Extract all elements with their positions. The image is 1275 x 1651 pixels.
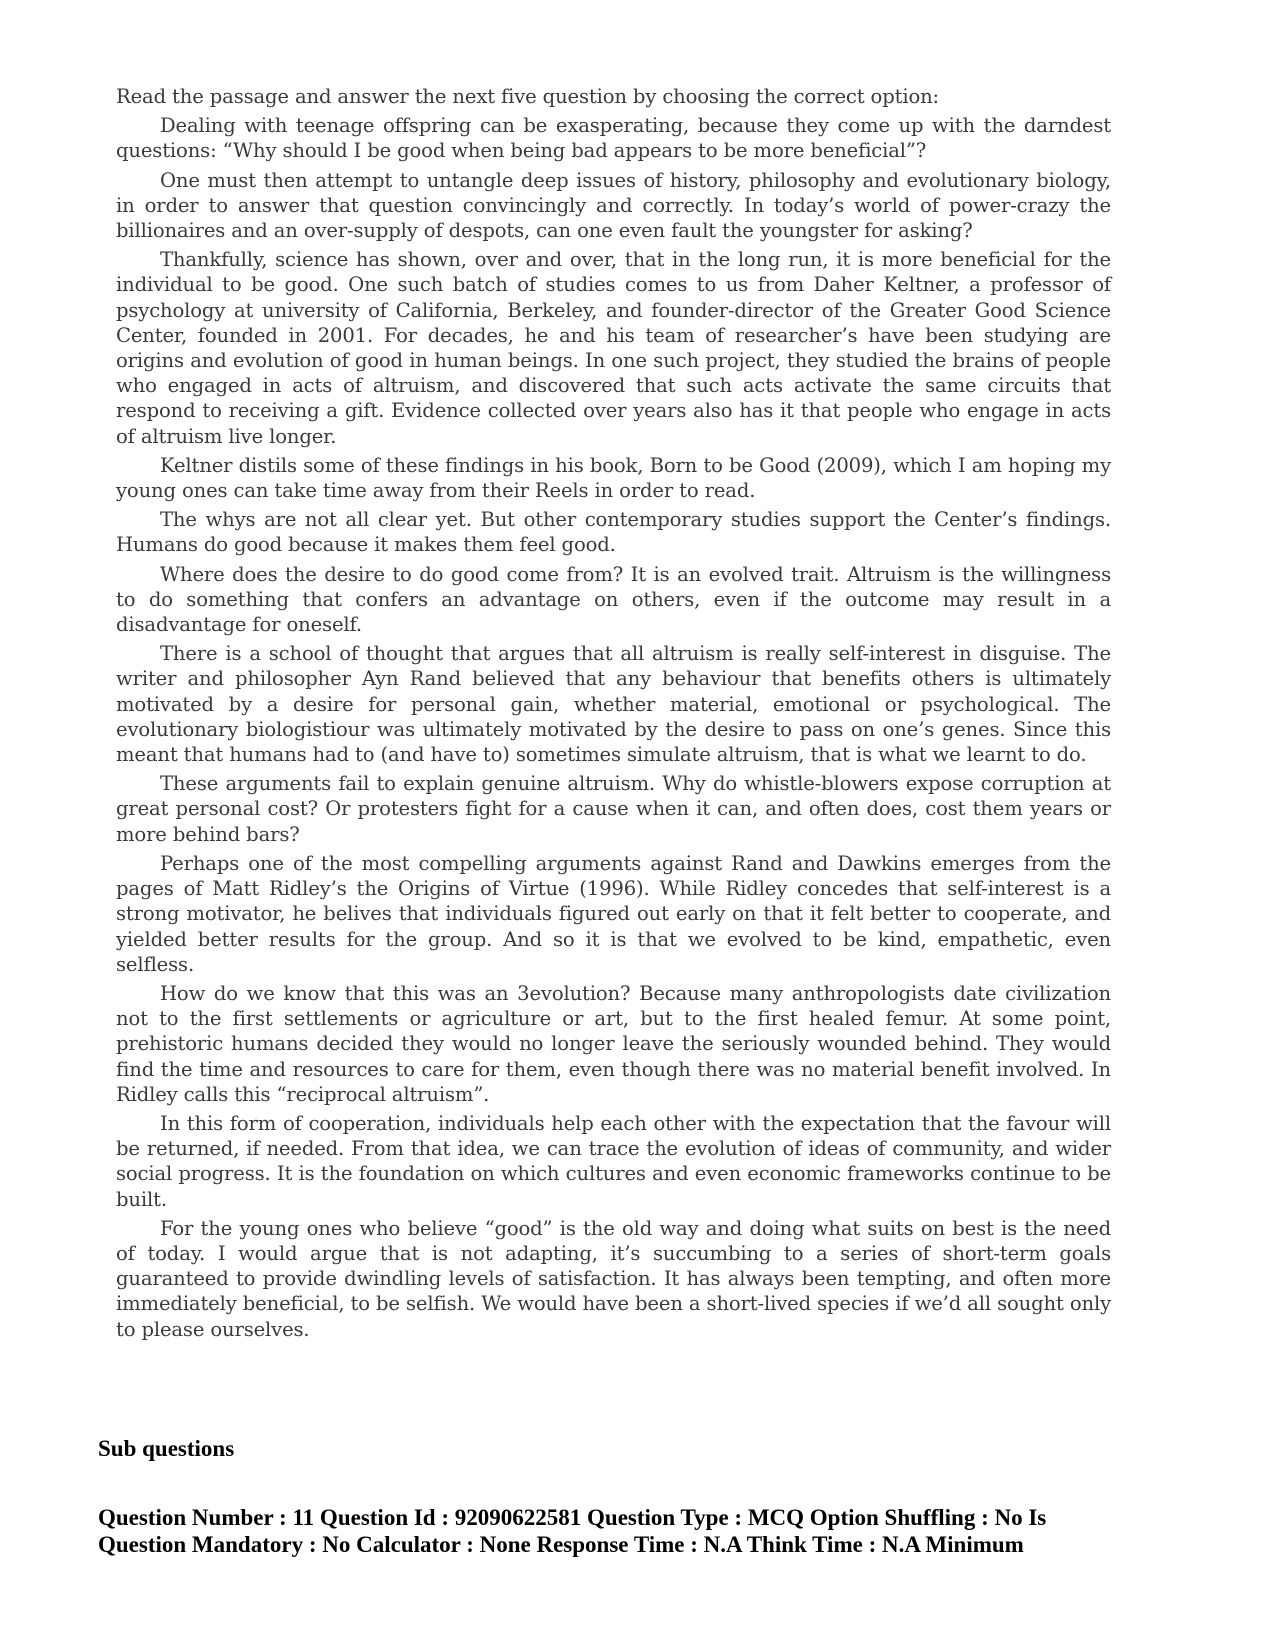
- passage-paragraph: In this form of cooperation, individuals help each other with the expectation that the favour will be returned, if needed. From that idea, we can trace the evolution of ideas of community, and wider social progress. It is the foundation on which cultures and even economic frameworks continue to be built.: [116, 1111, 1111, 1211]
- passage-paragraph: The whys are not all clear yet. But other contemporary studies support the Center’s findings. Humans do good because it makes them feel good.: [116, 508, 1111, 557]
- question-metadata: Question Number : 11 Question Id : 92090622581 Question Type : MCQ Option Shuffling : No Is Question Mandatory : No Calculator : None Response Time : N.A Think Time : N.A Minimum: [98, 1505, 1047, 1557]
- passage-paragraph: Perhaps one of the most compelling arguments against Rand and Dawkins emerges from the pages of Matt Ridley’s the Origins of Virtue (1996). While Ridley concedes that self-interest is a strong motivator, he belives that individuals figured out early on that it felt better to cooperate, and yielded better results for the group. And so it is that we evolved to be kind, empathetic, even selfless.: [116, 851, 1111, 976]
- passage-paragraph: One must then attempt to untangle deep issues of history, philosophy and evolutionary biology, in order to answer that question convincingly and correctly. In today’s world of power-crazy the billionaires and an over-supply of despots, can one even fault the youngster for asking?: [116, 168, 1111, 243]
- passage-paragraph: There is a school of thought that argues that all altruism is really self-interest in disguise. The writer and philosopher Ayn Rand believed that any behaviour that benefits others is ultimately motivated by a desire for personal gain, whether material, emotional or psychological. The evolutionary biologistiour was ultimately motivated by the desire to pass on one’s genes. Since this meant that humans had to (and have to) sometimes simulate altruism, that is what we learnt to do.: [116, 642, 1111, 767]
- passage-paragraph: How do we know that this was an 3evolution? Because many anthropologists date civilization not to the first settlements or agriculture or art, but to the first healed femur. At some point, prehistoric humans decided they would no longer leave the seriously wounded behind. They would find the time and resources to care for them, even though there was no material benefit involved. In Ridley calls this “reciprocal altruism”.: [116, 981, 1111, 1106]
- passage-paragraph: Keltner distils some of these findings in his book, Born to be Good (2009), which I am hoping my young ones can take time away from their Reels in order to read.: [116, 453, 1111, 503]
- passage-paragraph: Dealing with teenage offspring can be exasperating, because they come up with the darndest questions: “Why should I be good when being bad appears to be more beneficial”?: [116, 114, 1111, 163]
- passage-instruction: Read the passage and answer the next five question by choosing the correct option:: [116, 85, 940, 108]
- passage-paragraph: These arguments fail to explain genuine altruism. Why do whistle-blowers expose corruption at great personal cost? Or protesters fight for a cause when it can, and often does, cost them years or more behind bars?: [116, 772, 1111, 846]
- passage-paragraph: Thankfully, science has shown, over and over, that in the long run, it is more beneficial for the individual to be good. One such batch of studies comes to us from Daher Keltner, a professor of psychology at university of California, Berkeley, and founder-director of the Greater Good Science Center, founded in 2001. For decades, he and his team of researcher’s have been studying are origins and evolution of good in human beings. In one such project, they studied the brains of people who engaged in acts of altruism, and discovered that such acts activate the same circuits that respond to receiving a gift. Evidence collected over years also has it that people who engage in acts of altruism live longer.: [116, 248, 1111, 448]
- passage-paragraph: Where does the desire to do good come from? It is an evolved trait. Altruism is the willingness to do something that confers an advantage on others, even if the outcome may result in a disadvantage for oneself.: [116, 562, 1111, 637]
- sub-questions-heading: Sub questions: [98, 1436, 235, 1461]
- passage-paragraph: For the young ones who believe “good” is the old way and doing what suits on best is the need of today. I would argue that is not adapting, it’s succumbing to a series of short-term goals guaranteed to provide dwindling levels of satisfaction. It has always been tempting, and often more immediately beneficial, to be selfish. We would have been a short-lived species if we’d all sought only to please ourselves.: [116, 1216, 1111, 1341]
- reading-passage: [116, 84, 1111, 1346]
